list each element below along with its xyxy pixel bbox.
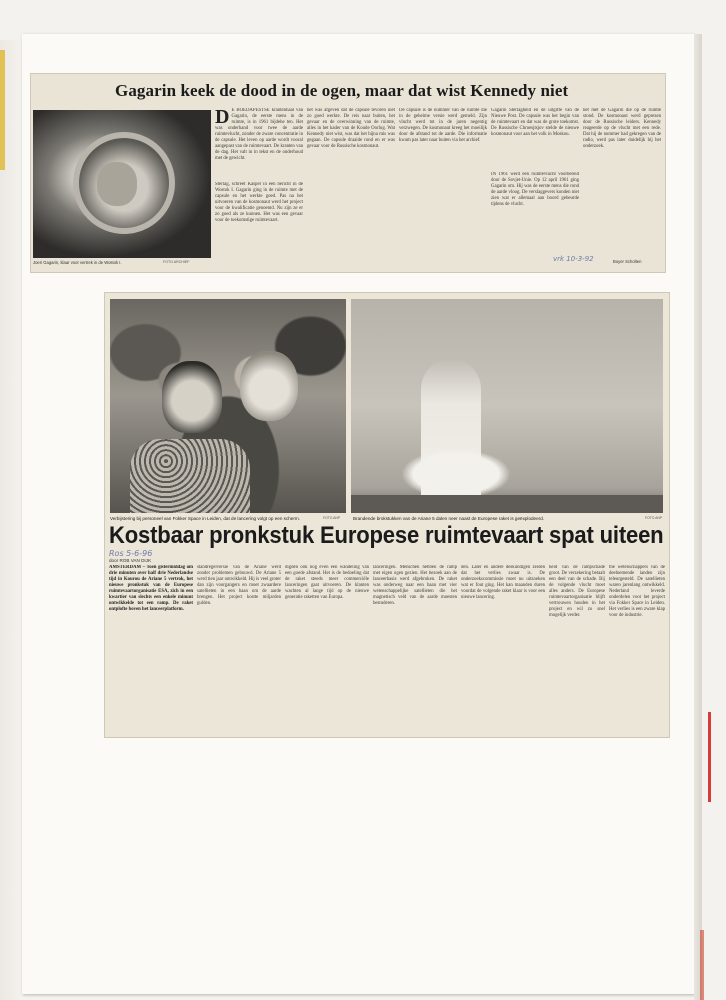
- column-text: digden ook nog even een wandeling van een goede afstand. Het is de bedoeling dat de raket steeds meer commerciële lanceringen gaat uitvoeren. De klanten wachten al lange tijd op de nieuwe generatie raketten van Europa.: [285, 565, 369, 601]
- woman-face-shape: [162, 361, 222, 433]
- column-text: IN 1961 werd een ruimtevlucht voorbereid door de Sovjet-Unie. Op 12 april 1961 ging Gagarin om. Hij was de eerste mens die rond de aarde vloog. De verslaggevers konden niet zien wat er allemaal aan boord gebeurde tijdens de vlucht.: [491, 172, 579, 208]
- column-text: heid van de rampschade groot. De verzekering betaalt een deel van de schade. Bij de volgende vlucht moet alles anders. De Europese ruimtevaartorganisatie blijft vertrouwen houden in het project en wil zo snel mogelijk verder.: [549, 565, 605, 619]
- red-tab-marker: [708, 712, 711, 802]
- fokker-staff-photo: [110, 299, 346, 513]
- ariane-explosion-photo: [351, 299, 663, 513]
- article-column-2: [197, 565, 281, 735]
- photo-credit: FOTO ANP: [323, 516, 341, 520]
- article-headline: Gagarin keek de dood in de ogen, maar dat wist Kennedy niet: [115, 81, 569, 100]
- handwritten-date-note: Ros 5-6-96: [109, 549, 153, 558]
- photo-caption: Verbijstering bij personeel van Fokker Space in Leiden, dat de lancering volgt op een scherm.: [110, 516, 300, 521]
- woman-face-shape-2: [240, 351, 298, 421]
- article-column-1: [109, 565, 193, 735]
- page-shadow: [0, 40, 22, 1000]
- article-column-1b: [215, 182, 303, 258]
- dropcap: D: [215, 108, 230, 128]
- ground-shape: [351, 495, 663, 513]
- photo-credit-2: FOTO ANP: [645, 516, 663, 520]
- page-edge: [694, 34, 702, 1000]
- dress-shape: [130, 439, 250, 513]
- newspaper-clipping-gagarin: [30, 73, 666, 273]
- photo-caption: Joeri Gagarin, klaar voor vertrek in de Wostok I.: [33, 260, 122, 265]
- column-text: AMSTERDAM – Toen gistermiddag om drie minuten over half drie Nederlandse tijd in Kourou de Ariane 5 vertrok, het nieuwe pronkstuk van de Europese ruimtevaartorganisatie ESA, zich in een kwartier van slechts een enkele minuut ontwikkelde tot een ramp. De raket ontplofte boven het lanceerplatform.: [109, 565, 193, 613]
- article-column-3: [399, 108, 487, 260]
- face-shape: [97, 162, 137, 206]
- column-text: den. Later en andere deskundigen zeiden dat het verlies zwaar is. De onderzoekscommissie moet nu uitzoeken wat er fout ging. Het kan maanden duren voordat de volgende raket klaar is voor een nieuwe lancering.: [461, 565, 545, 601]
- article-column-4b: [491, 172, 579, 252]
- column-text: standregelversie van de Ariane werd zonder problemen gebouwd. De Ariane 5 werd tien jaar ontwikkeld. Hij is veel groter dan zijn voorgangers en moet zwaardere satellieten in een baan om de aarde brengen. Het project kostte miljarden gulden.: [197, 565, 281, 607]
- article-column-7: [609, 565, 665, 735]
- article-byline: Boyer Scholten: [613, 259, 642, 264]
- article-column-6: [549, 565, 605, 735]
- article-column-2: [307, 108, 395, 260]
- photo-credit: FOTO ARCHIEF: [163, 260, 190, 264]
- column-text: Gagarin Sterlagheid en de uitgifte van de Nieuwe Post. De capsule was het begin van de ruimtevaart en dat was de grote toekomst. De Russische Chroesjtsjov stelde de nieuwe kosmonaut voor aan het volk in Moskou.: [491, 108, 579, 138]
- column-text: E BOEDAPESTSE krantenhaal van Gagarin, de eerste mens in de ruimte, is in 1961 bijdehe ten. Het was onderhand voor twee de aarde ruimtevlucht, zonder de zware concentratie in de capsule. Het leven op aarde wordt vooral aangepast van de ruimtevaart. De kranten van de dag. Het valt in in tekst en de onderhoud met de gewicht.: [215, 108, 303, 162]
- handwritten-date-note: vrk 10-3-92: [553, 255, 594, 263]
- article-headline: Kostbaar pronkstuk Europese ruimtevaart spat uiteen: [109, 522, 664, 549]
- column-text: lanceringen. Menschen hebben de ramp met eigen ogen gezien. Het bezoek aan de lanceerbasis werd afgebroken. De raket was onderweg naar een baan met vier wetenschappelijke satellieten die het magnetisch veld van de aarde moesten bestuderen.: [373, 565, 457, 607]
- column-text: het was afgeven dat de capsule tevoren niet zo goed werkte. De reis naar buiten, het gevaar en de overwinning van de ruimte, alles in het kader van de Koude Oorlog. Wat Kennedy niet wist, was dat het bijna mis was gegaan. De capsule draaide rond en er was gevaar voor de Russische kosmonaut.: [307, 108, 395, 150]
- article-column-3: [285, 565, 369, 735]
- yellow-tab: [0, 50, 5, 170]
- article-column-5: [583, 108, 661, 254]
- column-text: De capsule is de nummer van de ruimte die in de geheime versie werd gemeld. Zijn vlucht werd tot in de jaren negentig verzwegen. De kosmonaut kreeg het moeilijk door de afstand tot de aarde. Die informatie kwam pas later naar buiten via het archief.: [399, 108, 487, 144]
- column-text: Sterlag, schreef Kasper in een bericht in de Wostok I. Gagarin ging in de ruimte met de capsule en het werkte goed. Pas na het uitvoeren van de kosmonaut werd het project voor de kwalificatie genoemd. Nu zijn ze er zo goed als ze kunnen. Het was een gevaar voor de toekomstige ruimtevaart.: [215, 182, 303, 224]
- column-text: het met de Gagarin die op de ruimte stond. De kosmonaut werd geprezen door de Russische leiders. Kennedy reageerde op de vlucht met een rede. Dat hij de nummer had gekregen van de radio, werd pas later duidelijk bij het onderzoek.: [583, 108, 661, 150]
- red-edge-marker: [700, 930, 704, 1000]
- article-byline: door ROB VAN DIJK: [109, 558, 152, 563]
- article-column-4: [491, 108, 579, 170]
- column-text: the wetenschappers van de deelnemende landen zijn teleurgesteld. De satellieten waren jarenlang ontwikkeld. Nederland leverde onderdelen voor het project via Fokker Space in Leiden. Het verlies is een zware klap voor de industrie.: [609, 565, 665, 619]
- photo-caption-2: Brandende brokstukken van de Ariane 5 dalen neer naast de Europese raket is geëxplodeerd.: [353, 516, 545, 521]
- article-column-4: [373, 565, 457, 735]
- newspaper-clipping-ariane: [104, 292, 670, 738]
- gagarin-photo: [33, 110, 211, 258]
- smoke-cloud-shape: [401, 449, 511, 499]
- article-column-5: [461, 565, 545, 735]
